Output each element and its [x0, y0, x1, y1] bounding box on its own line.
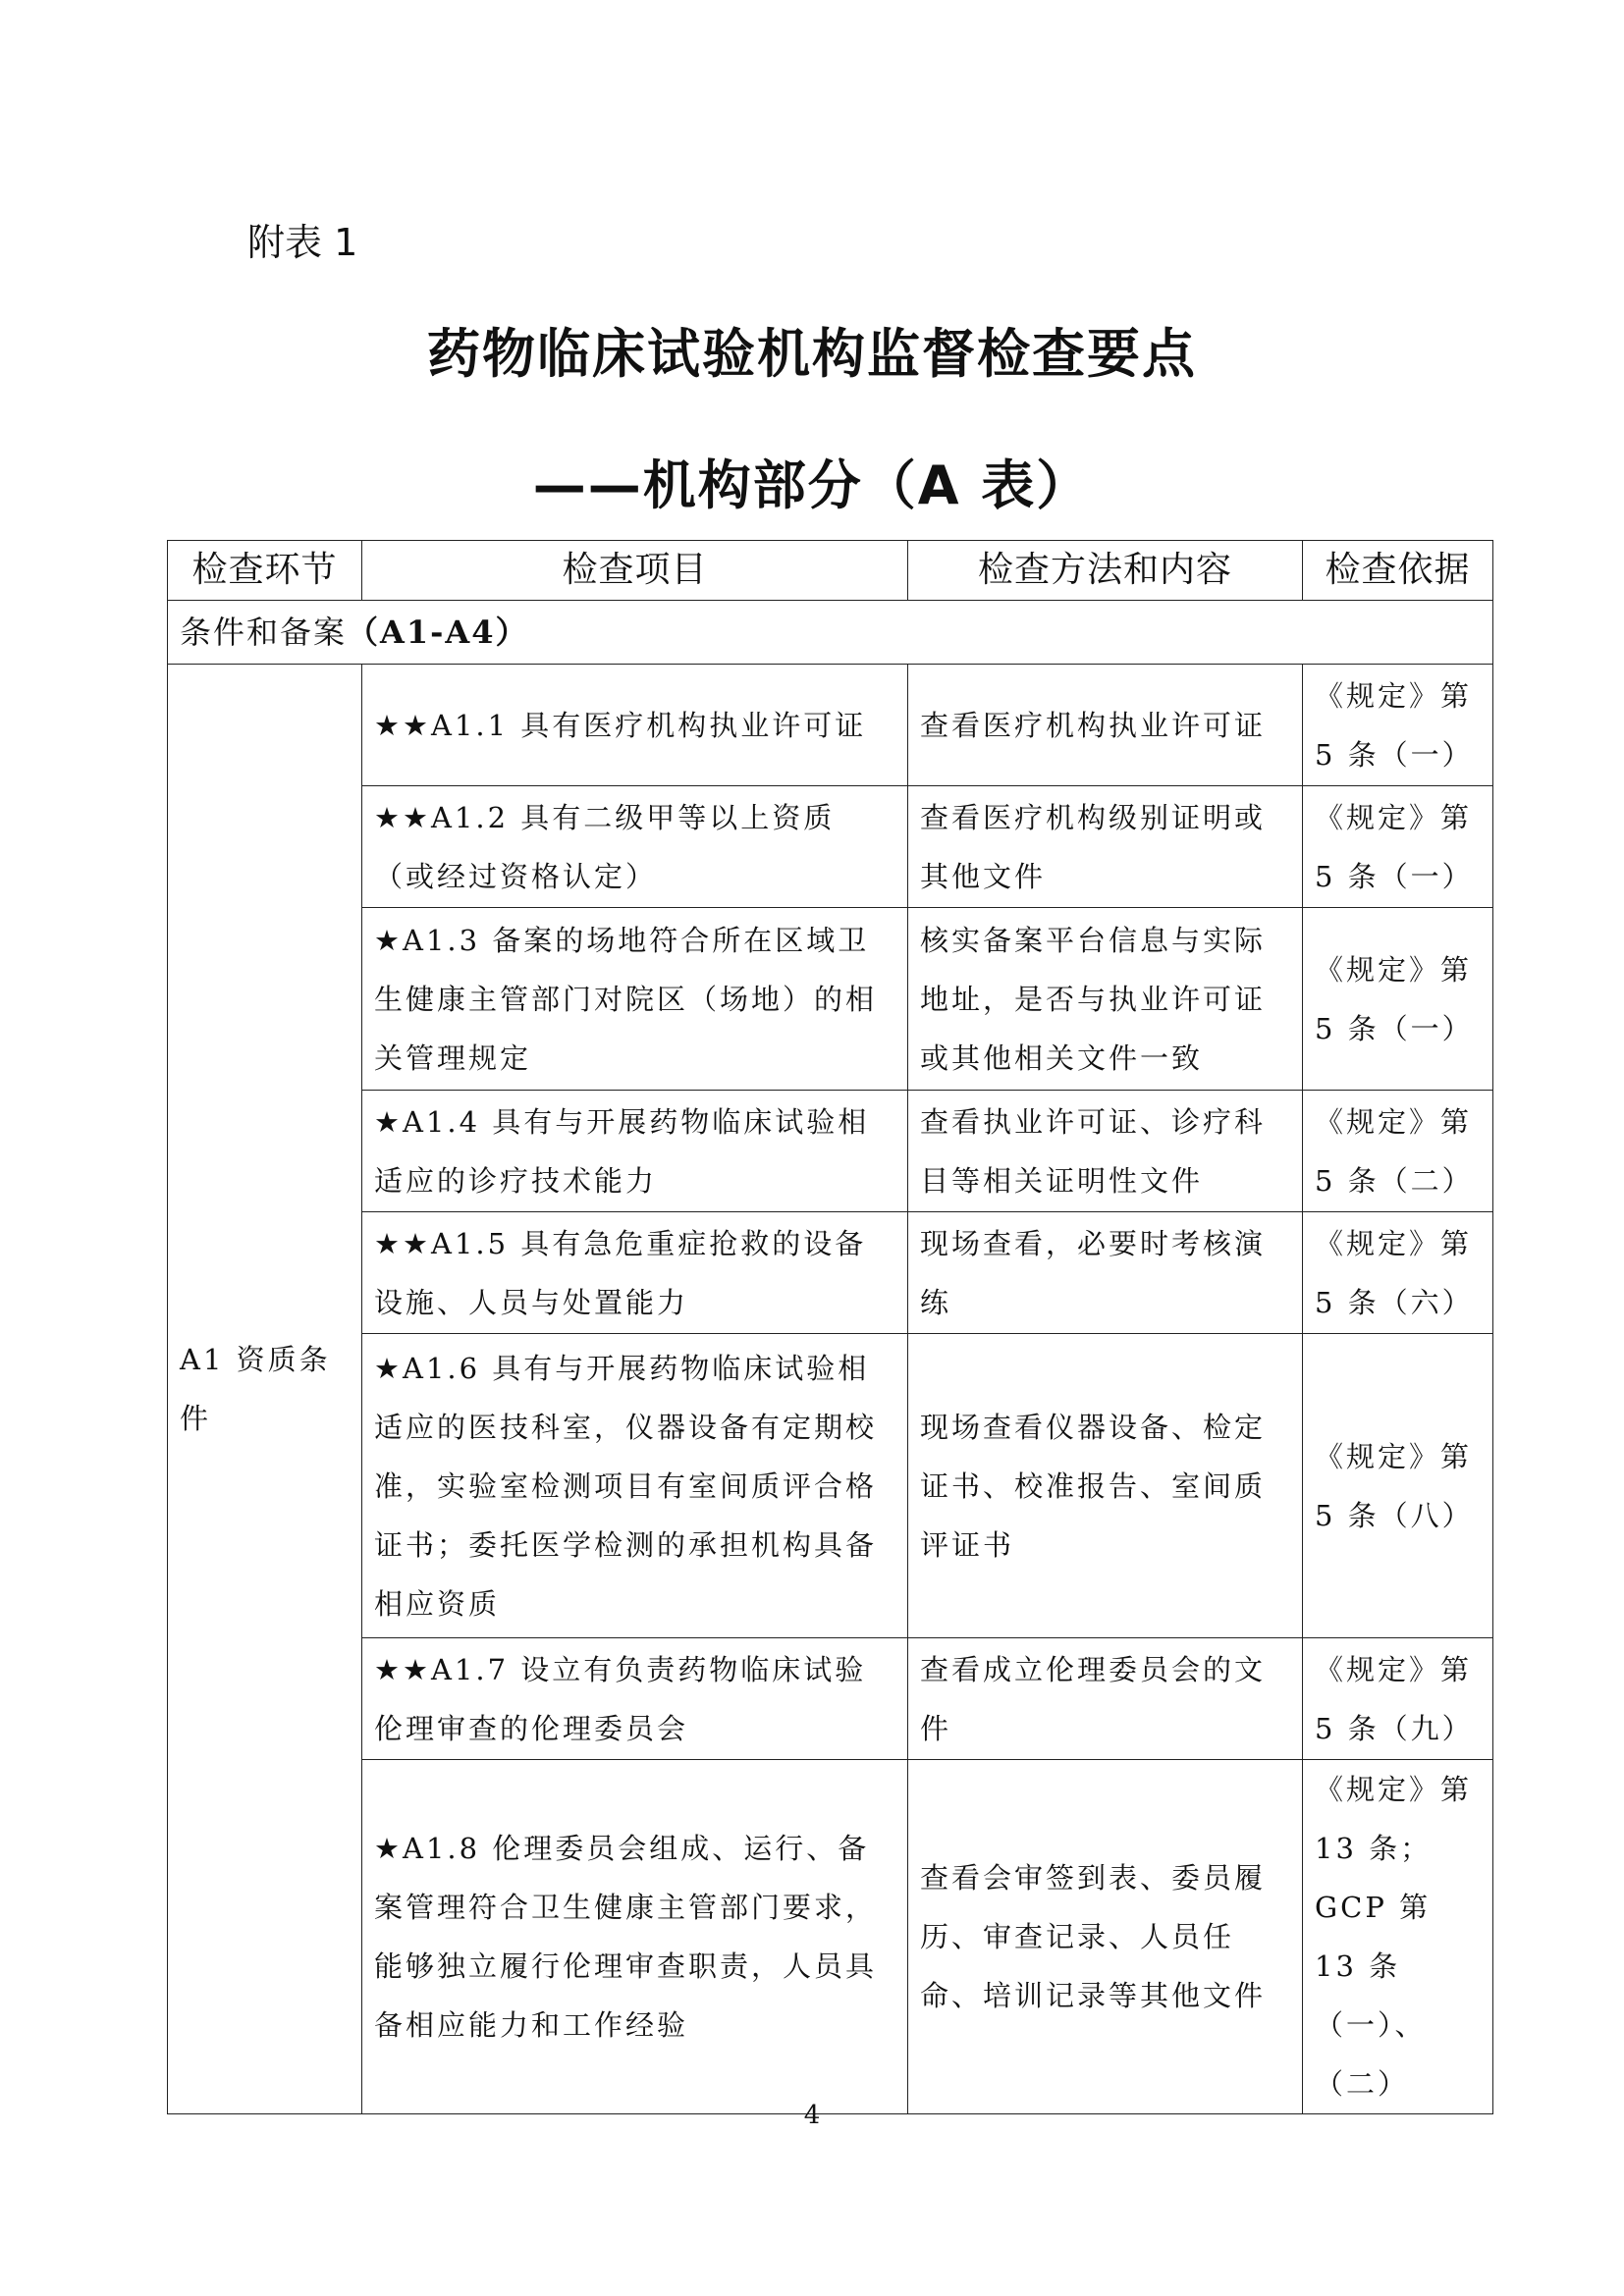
header-basis: 检查依据 — [1303, 541, 1493, 601]
basis-cell: 《规定》第 5 条（一） — [1303, 665, 1493, 786]
table-row — [168, 1212, 1493, 1334]
item-cell: ★A1.3 备案的场地符合所在区域卫生健康主管部门对院区（场地）的相关管理规定 — [362, 908, 908, 1091]
page-number: 4 — [803, 2101, 821, 2130]
item-cell: ★A1.6 具有与开展药物临床试验相适应的医技科室，仪器设备有定期校准，实验室检测项目有室间质评合格证书；委托医学检测的承担机构具备相应资质 — [362, 1334, 908, 1638]
method-cell: 查看医疗机构级别证明或其他文件 — [908, 786, 1303, 908]
attachment-label: 附表 1 — [247, 221, 358, 264]
table-row — [168, 1638, 1493, 1760]
section-title — [168, 601, 1493, 665]
table-row — [168, 786, 1493, 908]
basis-cell: 《规定》第 5 条（八） — [1303, 1334, 1493, 1638]
table-row — [168, 908, 1493, 1091]
table-row — [168, 1760, 1493, 2114]
item-cell: ★A1.4 具有与开展药物临床试验相适应的诊疗技术能力 — [362, 1091, 908, 1212]
table-header-row — [168, 541, 1493, 601]
basis-cell: 《规定》第 5 条（九） — [1303, 1638, 1493, 1760]
method-cell: 查看医疗机构执业许可证 — [908, 665, 1303, 786]
method-cell: 查看会审签到表、委员履历、审查记录、人员任命、培训记录等其他文件 — [908, 1760, 1303, 2114]
header-method: 检查方法和内容 — [908, 541, 1303, 601]
basis-cell: 《规定》第 5 条（二） — [1303, 1091, 1493, 1212]
section-name: 条件和备案 — [180, 614, 348, 651]
basis-cell: 《规定》第 5 条（六） — [1303, 1212, 1493, 1334]
method-cell: 现场查看，必要时考核演练 — [908, 1212, 1303, 1334]
item-cell: ★★A1.7 设立有负责药物临床试验伦理审查的伦理委员会 — [362, 1638, 908, 1760]
method-cell: 查看成立伦理委员会的文件 — [908, 1638, 1303, 1760]
method-cell: 核实备案平台信息与实际地址，是否与执业许可证或其他相关文件一致 — [908, 908, 1303, 1091]
basis-cell: 《规定》第 13 条；GCP 第 13 条（一）、（二） — [1303, 1760, 1493, 2114]
table-row — [168, 1091, 1493, 1212]
item-cell: ★★A1.5 具有急危重症抢救的设备设施、人员与处置能力 — [362, 1212, 908, 1334]
header-item: 检查项目 — [362, 541, 908, 601]
item-cell: ★★A1.2 具有二级甲等以上资质（或经过资格认定） — [362, 786, 908, 908]
document-subtitle: ——机构部分（A 表） — [532, 454, 1092, 516]
basis-cell: 《规定》第 5 条（一） — [1303, 786, 1493, 908]
inspection-table — [167, 540, 1493, 2114]
method-cell: 现场查看仪器设备、检定证书、校准报告、室间质评证书 — [908, 1334, 1303, 1638]
group-label: A1 资质条件 — [168, 665, 362, 2114]
section-range: （A1-A4） — [347, 614, 529, 651]
document-title: 药物临床试验机构监督检查要点 — [427, 323, 1197, 385]
item-cell: ★★A1.1 具有医疗机构执业许可证 — [362, 665, 908, 786]
basis-cell: 《规定》第 5 条（一） — [1303, 908, 1493, 1091]
section-row — [168, 601, 1493, 665]
table-row — [168, 1334, 1493, 1638]
header-stage: 检查环节 — [168, 541, 362, 601]
table-row — [168, 665, 1493, 786]
item-cell: ★A1.8 伦理委员会组成、运行、备案管理符合卫生健康主管部门要求，能够独立履行伦理审查职责，人员具备相应能力和工作经验 — [362, 1760, 908, 2114]
method-cell: 查看执业许可证、诊疗科目等相关证明性文件 — [908, 1091, 1303, 1212]
